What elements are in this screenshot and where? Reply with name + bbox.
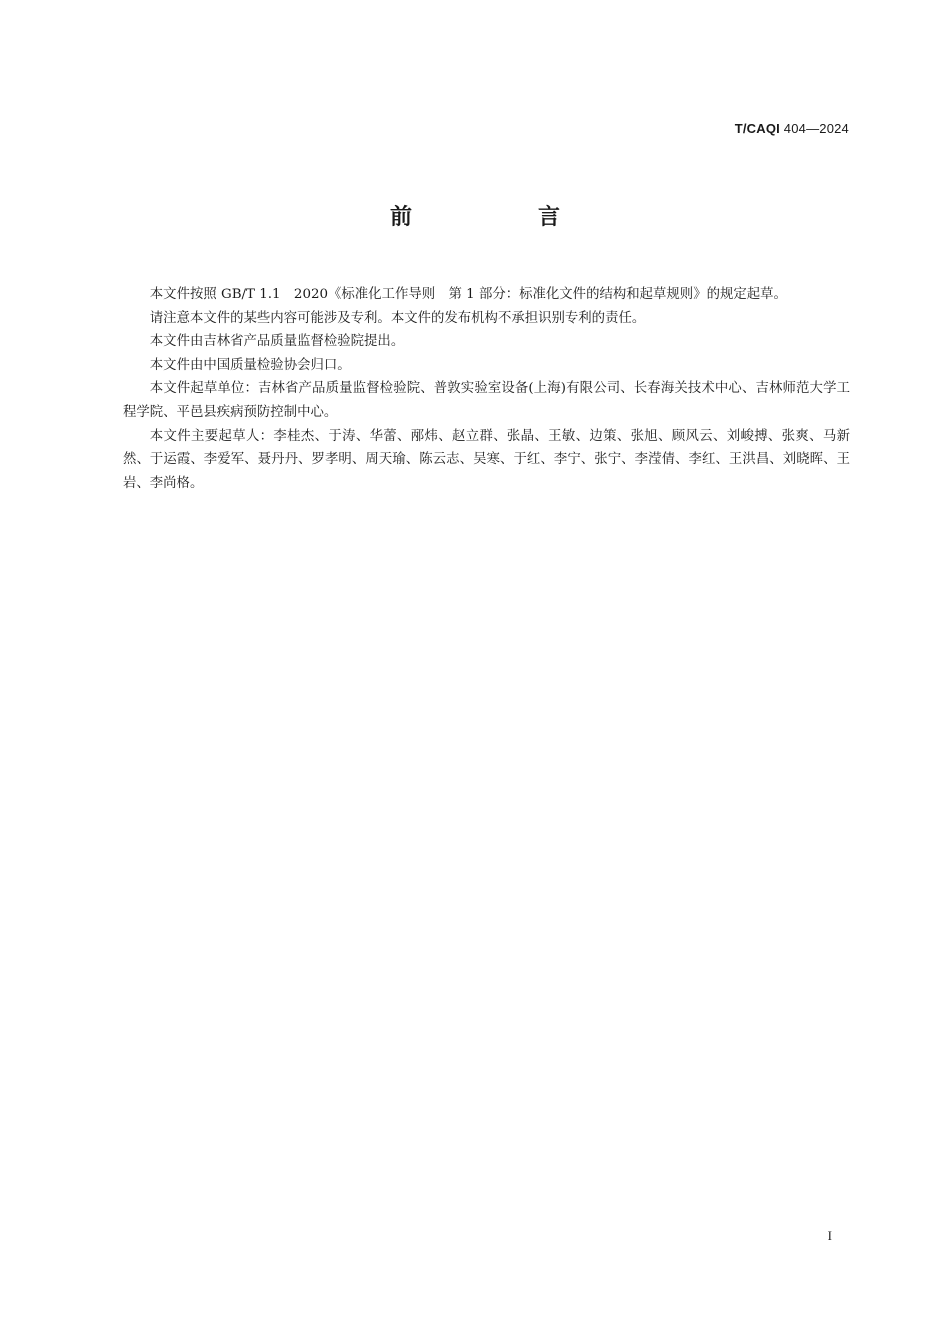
page-title: 前 言 <box>389 205 612 230</box>
foreword-body <box>123 283 850 495</box>
standard-prefix: T/CAQI <box>734 121 780 136</box>
standard-code <box>735 121 849 136</box>
page-number: I <box>827 1228 832 1243</box>
paragraph-drafting-units: 本文件起草单位：吉林省产品质量监督检验院、普敦实验室设备(上海)有限公司、长春海关技术中心、吉林师范大学工程学院、平邑县疾病预防控制中心。 <box>123 381 850 420</box>
paragraph-drafters: 本文件主要起草人：李桂杰、于涛、华蕾、邴炜、赵立群、张晶、王敏、边策、张旭、顾风云、刘峻搏、张爽、马新然、于运霞、李爱军、聂丹丹、罗孝明、周天瑜、陈云志、吴寒、于红、李宁、张宁、李滢倩、李红、王洪昌、刘晓晖、王岩、李尚格。 <box>123 428 850 491</box>
paragraph-administrator: 本文件由中国质量检验协会归口。 <box>149 357 351 373</box>
standard-number: 404—2024 <box>783 121 849 136</box>
paragraph-proposer: 本文件由吉林省产品质量监督检验院提出。 <box>149 334 405 350</box>
paragraph-drafting-rules: 本文件按照 GB/T 1.1 2020《标准化工作导则 第 1 部分：标准化文件的结构和起草规则》的规定起草。 <box>149 287 787 302</box>
paragraph-patent-notice: 请注意本文件的某些内容可能涉及专利。本文件的发布机构不承担识别专利的责任。 <box>149 310 646 326</box>
